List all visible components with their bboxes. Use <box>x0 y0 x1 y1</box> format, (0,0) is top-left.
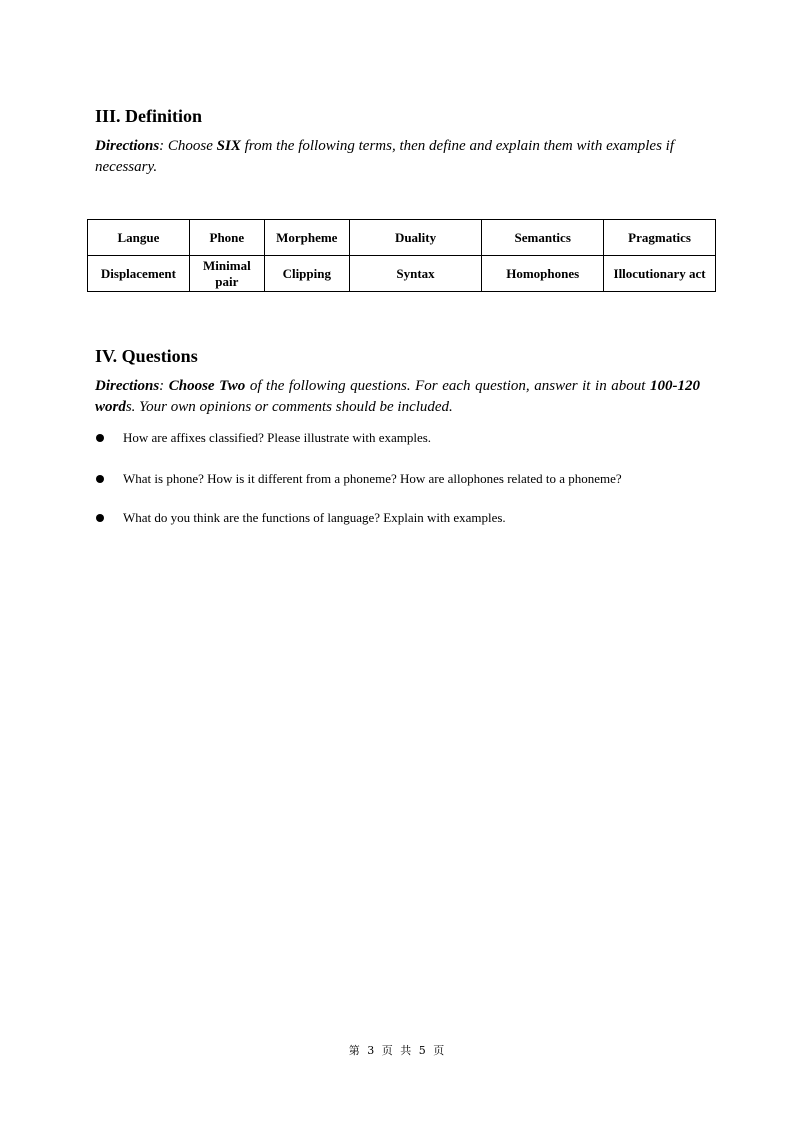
table-cell: Pragmatics <box>604 220 716 256</box>
directions-emphasis: SIX <box>216 138 241 154</box>
table-row <box>88 220 716 256</box>
directions-text: s. Your own opinions or comments should be included. <box>125 399 453 415</box>
directions-text: from the following terms, then define and explain them with examples if necessary. <box>95 138 674 175</box>
question-text: What is phone? How is it different from a phoneme? How are allophones related to a phoneme? <box>123 471 622 486</box>
table-cell: Displacement <box>88 256 190 292</box>
table-cell: Illocutionary act <box>604 256 716 292</box>
table-cell: Phone <box>189 220 264 256</box>
terms-table <box>87 219 716 292</box>
question-text: How are affixes classified? Please illustrate with examples. <box>123 430 432 445</box>
list-item <box>95 508 715 528</box>
section-heading-questions: IV. Questions <box>95 346 198 366</box>
directions-emphasis: 100-120 word <box>95 378 700 415</box>
table-cell: Homophones <box>482 256 604 292</box>
list-item <box>95 469 715 489</box>
question-list <box>95 428 715 549</box>
directions-text: of the following questions. For each question, answer it in about <box>245 378 650 394</box>
directions-text: : <box>159 378 169 394</box>
directions-text: : Choose <box>159 138 217 154</box>
bullet-icon <box>96 475 104 483</box>
table-cell: Morpheme <box>264 220 349 256</box>
table-cell: Minimal pair <box>189 256 264 292</box>
directions-label: Directions <box>95 138 160 154</box>
directions-emphasis: Choose Two <box>168 378 246 394</box>
table-cell: Duality <box>349 220 482 256</box>
table-cell: Semantics <box>482 220 604 256</box>
list-item <box>95 428 715 448</box>
question-text: What do you think are the functions of language? Explain with examples. <box>123 510 506 525</box>
bullet-icon <box>96 434 104 442</box>
bullet-icon <box>96 514 104 522</box>
directions-definition <box>95 136 700 178</box>
section-heading-definition: III. Definition <box>95 106 203 126</box>
table-cell: Clipping <box>264 256 349 292</box>
directions-label: Directions <box>95 378 160 394</box>
table-cell: Langue <box>88 220 190 256</box>
table-row <box>88 256 716 292</box>
table-cell: Syntax <box>349 256 482 292</box>
directions-questions <box>95 376 700 418</box>
page-number-footer: 第 3 页 共 5 页 <box>348 1044 445 1057</box>
